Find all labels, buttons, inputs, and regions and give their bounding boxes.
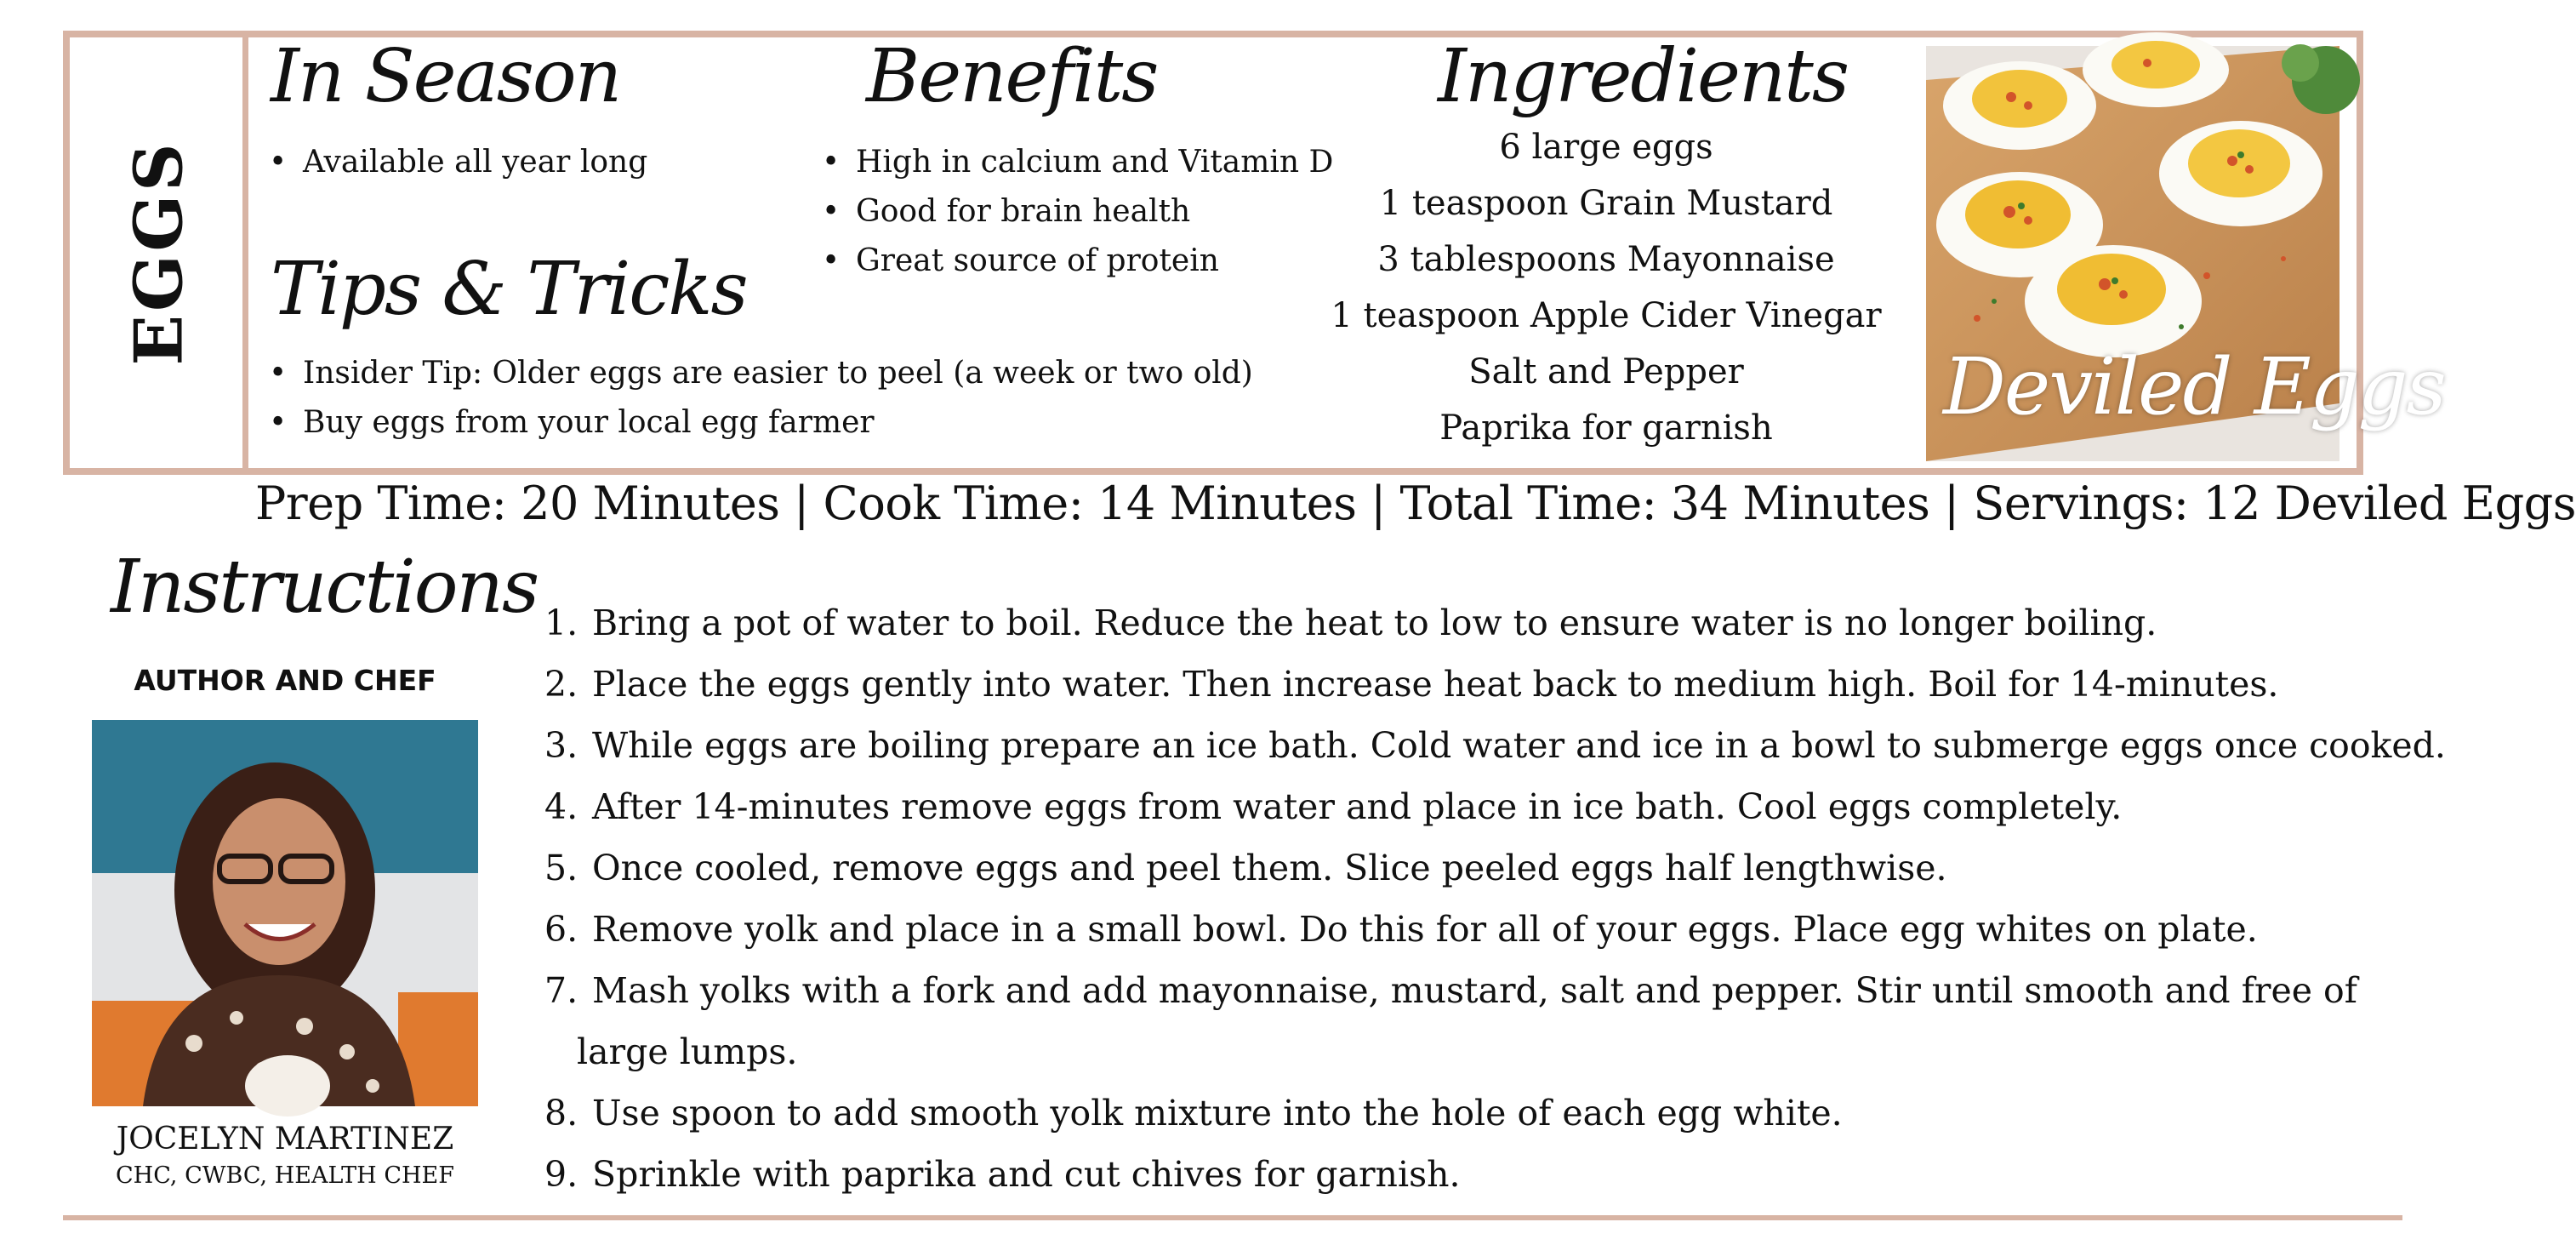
instructions-heading: Instructions [111, 545, 539, 630]
step-text: After 14-minutes remove eggs from water and place in ice bath. Cool eggs completely. [592, 786, 2123, 827]
author-credentials: CHC, CWBC, HEALTH CHEF [116, 1162, 454, 1189]
step-number: 8. [544, 1093, 578, 1134]
photo-caption: Deviled Eggs [1943, 341, 2445, 432]
step-text: Mash yolks with a fork and add mayonnaise, mustard, salt and pepper. Stir until smooth and free of [592, 970, 2357, 1011]
step-number: 2. [544, 664, 578, 705]
instruction-step [544, 592, 2446, 654]
benefits-heading: Benefits [866, 34, 1158, 119]
step-text: Once cooled, remove eggs and peel them. Slice peeled eggs half lengthwise. [592, 848, 1947, 888]
tips-heading: Tips & Tricks [271, 247, 747, 332]
in-season-list [265, 138, 647, 187]
tips-list [265, 349, 1253, 448]
instruction-step [544, 837, 2446, 899]
author-portrait-illustration [92, 720, 478, 1106]
list-item: • Good for brain health [818, 187, 1333, 237]
step-number: 5. [544, 848, 578, 888]
instruction-step [544, 1144, 2446, 1205]
list-item: • Insider Tip: Older eggs are easier to peel (a week or two old) [265, 349, 1253, 398]
ingredient-item: 3 tablespoons Mayonnaise [1377, 240, 1835, 279]
instruction-step [544, 960, 2446, 1082]
ingredient-item: 1 teaspoon Grain Mustard [1379, 184, 1833, 223]
step-text: While eggs are boiling prepare an ice bath. Cold water and ice in a bowl to submerge eggs once cooked. [592, 725, 2446, 766]
ingredient-item: Salt and Pepper [1468, 352, 1744, 391]
step-text: Remove yolk and place in a small bowl. Do this for all of your eggs. Place egg whites on plate. [592, 909, 2258, 950]
instruction-step [544, 1082, 2446, 1144]
instruction-step [544, 776, 2446, 837]
instruction-step [544, 654, 2446, 715]
instruction-step [544, 715, 2446, 776]
list-item: • High in calcium and Vitamin D [818, 138, 1333, 187]
instruction-steps [544, 592, 2446, 1205]
step-number: 3. [544, 725, 578, 766]
instruction-step [544, 899, 2446, 960]
step-number: 9. [544, 1154, 578, 1195]
time-summary: Prep Time: 20 Minutes | Cook Time: 14 Minutes | Total Time: 34 Minutes | Servings: 12 Deviled Eggs [255, 477, 2576, 530]
ingredient-item: Paprika for garnish [1439, 408, 1773, 448]
step-text: Bring a pot of water to boil. Reduce the heat to low to ensure water is no longer boiling. [592, 603, 2157, 643]
ingredient-item: 6 large eggs [1499, 128, 1713, 167]
step-text: Sprinkle with paprika and cut chives for garnish. [592, 1154, 1461, 1195]
ingredients-heading: Ingredients [1438, 34, 1848, 119]
card-sidebar [70, 37, 248, 468]
list-item: • Buy eggs from your local egg farmer [265, 398, 1253, 448]
step-text-continued: large lumps. [577, 1031, 798, 1072]
list-item: • Available all year long [265, 138, 647, 187]
step-number: 7. [544, 970, 578, 1011]
step-text: Use spoon to add smooth yolk mixture into the hole of each egg white. [592, 1093, 1843, 1134]
step-number: 4. [544, 786, 578, 827]
step-number: 6. [544, 909, 578, 950]
food-title: EGGS [120, 140, 198, 366]
author-heading: AUTHOR AND CHEF [134, 664, 436, 697]
ingredients-list [1300, 119, 1912, 456]
author-name: JOCELYN MARTINEZ [116, 1122, 454, 1156]
in-season-heading: In Season [271, 34, 621, 119]
deviled-eggs-photo [1926, 46, 2445, 461]
benefits-list [818, 138, 1333, 286]
ingredient-item: 1 teaspoon Apple Cider Vinegar [1331, 296, 1882, 335]
author-photo [92, 720, 478, 1106]
bottom-divider [63, 1215, 2402, 1220]
step-number: 1. [544, 603, 578, 643]
step-text: Place the eggs gently into water. Then increase heat back to medium high. Boil for 14-minutes. [592, 664, 2279, 705]
list-item: • Great source of protein [818, 237, 1333, 286]
